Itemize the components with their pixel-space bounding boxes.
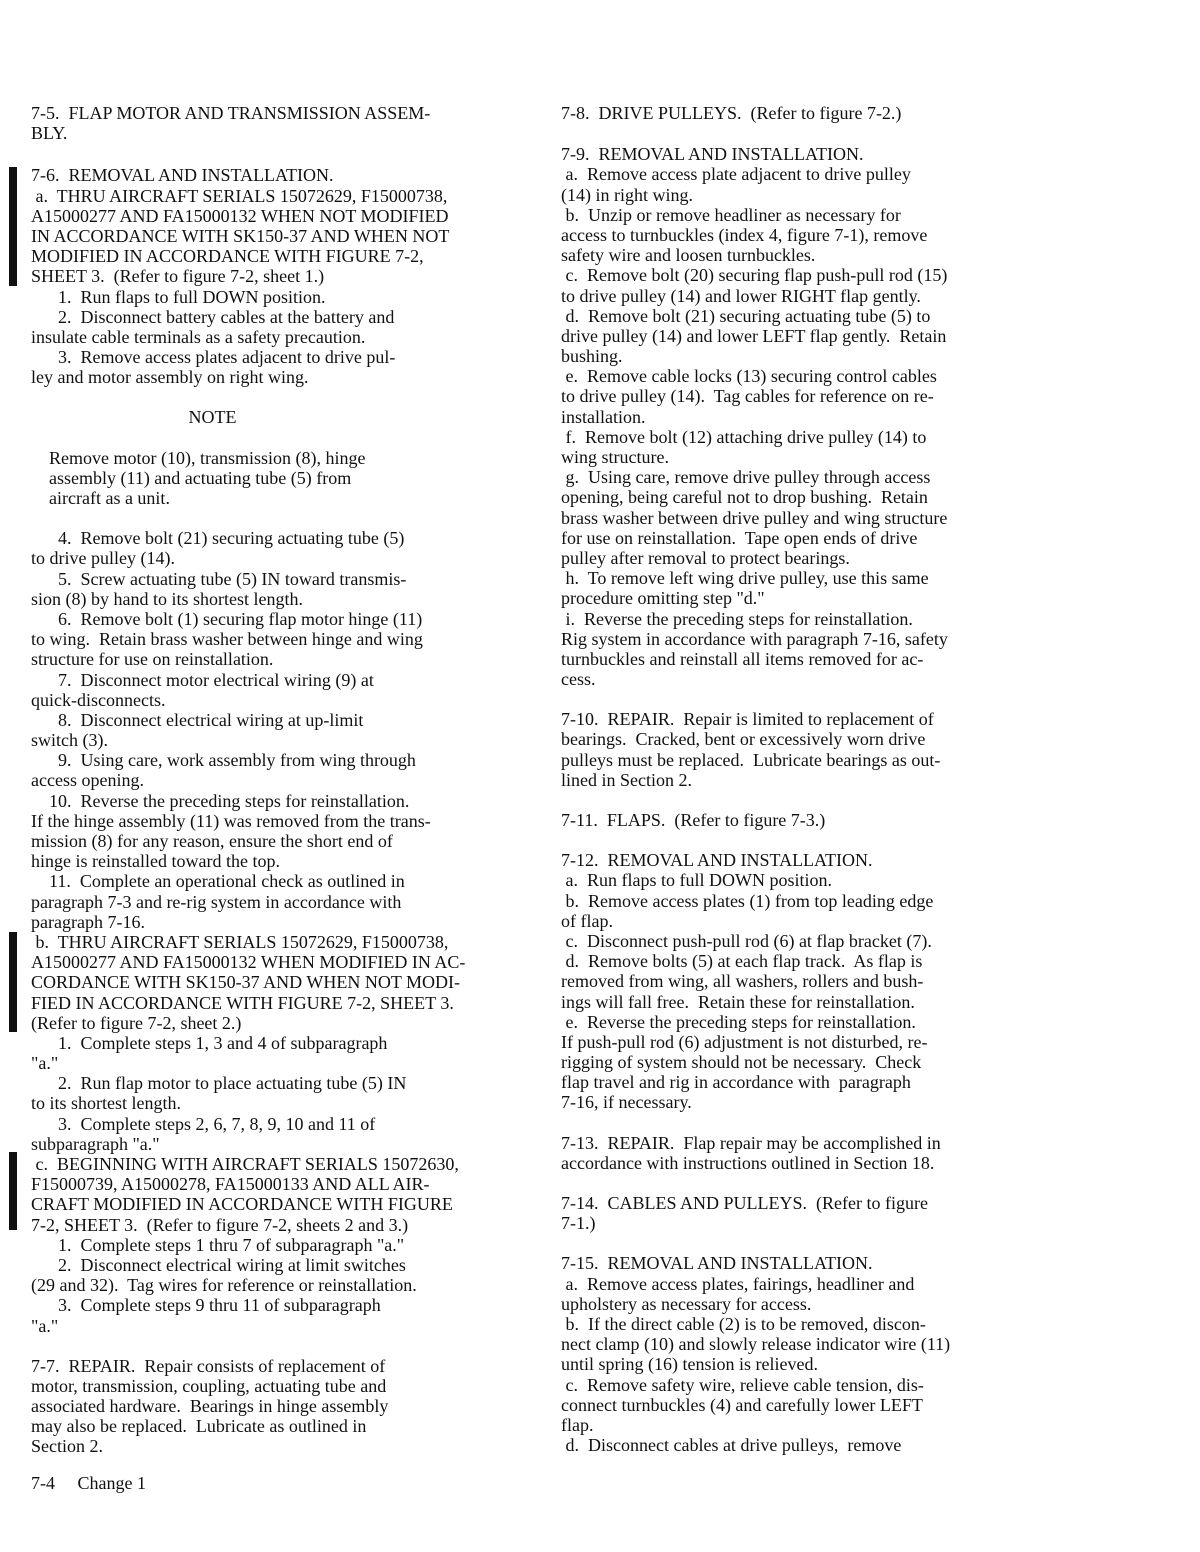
text-line: 7-8. DRIVE PULLEYS. (Refer to figure 7-2.) xyxy=(561,103,902,123)
text-line: c. Disconnect push-pull rod (6) at flap bracket (7). xyxy=(561,930,932,951)
text-block xyxy=(561,1133,1061,1173)
text-line: d. Remove bolts (5) at each flap track. As flap is xyxy=(561,951,923,972)
text-block xyxy=(31,448,531,509)
text-line: If push-pull rod (6) adjustment is not disturbed, re- xyxy=(561,1031,928,1052)
text-line: to drive pulley (14) and lower RIGHT flap gently. xyxy=(561,285,921,306)
text-line: A15000277 AND FA15000132 WHEN NOT MODIFIED xyxy=(31,205,449,226)
text-line: bearings. Cracked, bent or excessively worn drive xyxy=(561,729,926,750)
paragraph-gap xyxy=(561,689,1061,709)
text-line: a. Remove access plates, fairings, headliner and xyxy=(561,1273,915,1294)
text-line: BLY. xyxy=(31,123,68,144)
text-line: 8. Disconnect electrical wiring at up-limit xyxy=(31,709,364,730)
text-line: pulley after removal to protect bearings. xyxy=(561,547,850,568)
text-line: 9. Using care, work assembly from wing through xyxy=(31,750,416,771)
text-line: wing structure. xyxy=(561,447,669,467)
text-line: aircraft as a unit. xyxy=(31,488,170,508)
text-line: 6. Remove bolt (1) securing flap motor hinge (11) xyxy=(31,608,423,629)
text-line: to wing. Retain brass washer between hinge and wing xyxy=(31,629,423,650)
paragraph-gap xyxy=(561,123,1061,144)
text-line: associated hardware. Bearings in hinge assembly xyxy=(31,1396,389,1417)
text-line: i. Reverse the preceding steps for reinstallation. xyxy=(561,608,913,629)
text-line: A15000277 AND FA15000132 WHEN MODIFIED IN AC- xyxy=(31,952,466,973)
text-block xyxy=(31,528,531,1336)
text-line: 7-15. REMOVAL AND INSTALLATION. xyxy=(561,1253,873,1274)
text-line: bushing. xyxy=(561,346,623,367)
text-line: F15000739, A15000278, FA15000133 AND ALL AIR- xyxy=(31,1174,430,1195)
text-line: mission (8) for any reason, ensure the short end of xyxy=(31,831,393,851)
text-block xyxy=(31,165,531,387)
text-line: lined in Section 2. xyxy=(561,769,692,790)
text-block xyxy=(31,1356,531,1457)
page-footer xyxy=(31,1473,146,1493)
text-line: cess. xyxy=(561,669,596,690)
text-line: 7-12. REMOVAL AND INSTALLATION. xyxy=(561,850,873,871)
text-line: 7-11. FLAPS. (Refer to figure 7-3.) xyxy=(561,810,826,830)
paragraph-gap xyxy=(31,1336,531,1356)
change-bar xyxy=(9,1152,17,1230)
paragraph-gap xyxy=(561,1173,1061,1193)
text-line: 7-1.) xyxy=(561,1213,596,1234)
text-line: paragraph 7-3 and re-rig system in accordance with xyxy=(31,891,402,912)
text-line: b. THRU AIRCRAFT SERIALS 15072629, F15000738, xyxy=(31,931,449,952)
text-line: c. Remove bolt (20) securing flap push-pull rod (15) xyxy=(561,265,948,286)
text-line: CORDANCE WITH SK150-37 AND WHEN NOT MODI- xyxy=(31,972,460,993)
text-line: flap travel and rig in accordance with paragraph xyxy=(561,1072,911,1093)
text-line: CRAFT MODIFIED IN ACCORDANCE WITH FIGURE xyxy=(31,1194,453,1215)
text-line: d. Disconnect cables at drive pulleys, remove xyxy=(561,1435,902,1456)
text-line: brass washer between drive pulley and wing structure xyxy=(561,507,948,528)
right-column xyxy=(561,103,1061,1455)
text-line: a. THRU AIRCRAFT SERIALS 15072629, F15000738, xyxy=(31,185,448,206)
text-line: to its shortest length. xyxy=(31,1093,181,1114)
text-block xyxy=(31,407,531,427)
text-line: IN ACCORDANCE WITH SK150-37 AND WHEN NOT xyxy=(31,225,450,246)
paragraph-gap xyxy=(561,1113,1061,1133)
text-line: 1. Complete steps 1 thru 7 of subparagraph "a." xyxy=(31,1234,405,1255)
text-line: ley and motor assembly on right wing. xyxy=(31,367,309,388)
text-line: 5. Screw actuating tube (5) IN toward transmis- xyxy=(31,568,407,589)
text-line: assembly (11) and actuating tube (5) from xyxy=(31,467,352,488)
text-line: 10. Reverse the preceding steps for reinstallation. xyxy=(31,790,410,811)
change-bar xyxy=(9,167,17,286)
text-line: structure for use on reinstallation. xyxy=(31,649,274,670)
text-block xyxy=(561,810,1061,830)
text-line: a. Remove access plate adjacent to drive pulley xyxy=(561,164,911,185)
text-line: removed from wing, all washers, rollers and bush- xyxy=(561,971,924,992)
text-line: access opening. xyxy=(31,770,144,791)
text-line: (Refer to figure 7-2, sheet 2.) xyxy=(31,1012,242,1033)
text-line: e. Reverse the preceding steps for reinstallation. xyxy=(561,1011,916,1032)
text-line: insulate cable terminals as a safety precaution. xyxy=(31,326,366,347)
text-line: drive pulley (14) and lower LEFT flap gently. Retain xyxy=(561,325,947,346)
text-line: turnbuckles and reinstall all items removed for ac- xyxy=(561,648,924,669)
text-block xyxy=(561,709,1061,790)
text-line: switch (3). xyxy=(31,730,108,751)
text-line: 7-14. CABLES AND PULLEYS. (Refer to figure xyxy=(561,1193,928,1213)
text-line: b. If the direct cable (2) is to be removed, discon- xyxy=(561,1313,926,1334)
text-line: of flap. xyxy=(561,910,613,931)
text-line: sion (8) by hand to its shortest length. xyxy=(31,588,303,609)
text-line: "a." xyxy=(31,1315,59,1336)
paragraph-gap xyxy=(561,790,1061,810)
text-block xyxy=(561,850,1061,1112)
text-line: motor, transmission, coupling, actuating tube and xyxy=(31,1375,387,1396)
text-line: 1. Complete steps 1, 3 and 4 of subparagraph xyxy=(31,1032,388,1053)
text-line: 7-2, SHEET 3. (Refer to figure 7-2, sheets 2 and 3.) xyxy=(31,1214,409,1235)
text-line: installation. xyxy=(561,406,646,427)
text-line: connect turnbuckles (4) and carefully lower LEFT xyxy=(561,1394,923,1415)
text-line: safety wire and loosen turnbuckles. xyxy=(561,245,816,266)
text-line: 2. Disconnect electrical wiring at limit switches xyxy=(31,1254,406,1275)
text-line: g. Using care, remove drive pulley through access xyxy=(561,467,931,488)
text-line: 7-13. REPAIR. Flap repair may be accomplished in xyxy=(561,1132,941,1153)
text-line: until spring (16) tension is relieved. xyxy=(561,1354,818,1375)
text-line: Remove motor (10), transmission (8), hinge xyxy=(31,447,366,468)
text-line: MODIFIED IN ACCORDANCE WITH FIGURE 7-2, xyxy=(31,246,424,267)
text-block xyxy=(561,103,1061,123)
paragraph-gap xyxy=(31,428,531,448)
paragraph-gap xyxy=(31,387,531,407)
text-line: (14) in right wing. xyxy=(561,184,693,205)
left-column xyxy=(31,103,531,1457)
text-line: 7-6. REMOVAL AND INSTALLATION. xyxy=(31,165,334,186)
text-line: procedure omitting step "d." xyxy=(561,588,765,609)
text-line: accordance with instructions outlined in Section 18. xyxy=(561,1152,935,1173)
paragraph-gap xyxy=(561,1233,1061,1253)
change-bar xyxy=(9,932,17,1032)
paragraph-gap xyxy=(31,508,531,528)
text-line: 3. Complete steps 2, 6, 7, 8, 9, 10 and 11 of xyxy=(31,1113,376,1134)
text-block xyxy=(561,1253,1061,1455)
text-line: 7-5. FLAP MOTOR AND TRANSMISSION ASSEM- xyxy=(31,103,431,123)
text-line: 1. Run flaps to full DOWN position. xyxy=(31,286,326,307)
text-line: 3. Remove access plates adjacent to drive pul- xyxy=(31,347,396,368)
text-line: d. Remove bolt (21) securing actuating tube (5) to xyxy=(561,305,931,326)
text-line: rigging of system should not be necessary. Check xyxy=(561,1052,922,1073)
text-block xyxy=(561,1193,1061,1233)
text-line: to drive pulley (14). Tag cables for reference on re- xyxy=(561,386,934,407)
text-line: Rig system in accordance with paragraph 7-16, safety xyxy=(561,628,948,649)
text-line: paragraph 7-16. xyxy=(31,911,145,932)
paragraph-gap xyxy=(31,143,531,165)
text-line: upholstery as necessary for access. xyxy=(561,1293,812,1314)
text-line: a. Run flaps to full DOWN position. xyxy=(561,870,832,891)
text-line: 11. Complete an operational check as outlined in xyxy=(31,871,405,892)
page-number: 7-4 xyxy=(31,1473,55,1493)
text-line: e. Remove cable locks (13) securing control cables xyxy=(561,366,937,387)
change-label: Change 1 xyxy=(77,1473,146,1493)
text-line: quick-disconnects. xyxy=(31,689,166,710)
text-line: may also be replaced. Lubricate as outlined in xyxy=(31,1416,367,1437)
text-block xyxy=(561,144,1061,689)
text-line: subparagraph "a." xyxy=(31,1133,160,1154)
text-line: c. Remove safety wire, relieve cable tension, dis- xyxy=(561,1374,924,1395)
text-line: ings will fall free. Retain these for reinstallation. xyxy=(561,991,915,1012)
text-line: If the hinge assembly (11) was removed from the trans- xyxy=(31,810,431,831)
text-line: h. To remove left wing drive pulley, use this same xyxy=(561,568,929,589)
paragraph-gap xyxy=(561,830,1061,850)
text-line: 2. Run flap motor to place actuating tube (5) IN xyxy=(31,1073,407,1094)
text-line: hinge is reinstalled toward the top. xyxy=(31,851,280,872)
text-line: c. BEGINNING WITH AIRCRAFT SERIALS 15072630, xyxy=(31,1154,459,1174)
text-line: 7-7. REPAIR. Repair consists of replacement of xyxy=(31,1355,386,1376)
text-line: pulleys must be replaced. Lubricate bearings as out- xyxy=(561,749,941,770)
text-block xyxy=(31,103,531,143)
text-line: to drive pulley (14). xyxy=(31,548,175,569)
text-line: (29 and 32). Tag wires for reference or reinstallation. xyxy=(31,1275,417,1296)
text-line: nect clamp (10) and slowly release indicator wire (11) xyxy=(561,1334,951,1355)
text-line: "a." xyxy=(31,1053,59,1074)
text-line: opening, being careful not to drop bushing. Retain xyxy=(561,487,928,508)
text-line: b. Remove access plates (1) from top leading edge xyxy=(561,890,934,911)
text-line: SHEET 3. (Refer to figure 7-2, sheet 1.) xyxy=(31,266,325,287)
text-line: FIED IN ACCORDANCE WITH FIGURE 7-2, SHEET 3. xyxy=(31,992,454,1013)
text-line: Section 2. xyxy=(31,1436,103,1457)
text-line: b. Unzip or remove headliner as necessary for xyxy=(561,204,901,225)
text-line: 7-9. REMOVAL AND INSTALLATION. xyxy=(561,144,864,165)
text-line: for use on reinstallation. Tape open ends of drive xyxy=(561,527,918,548)
text-line: 4. Remove bolt (21) securing actuating tube (5) xyxy=(31,528,405,549)
text-line: 7-16, if necessary. xyxy=(561,1092,692,1113)
text-line: 7. Disconnect motor electrical wiring (9) at xyxy=(31,669,374,690)
text-line: f. Remove bolt (12) attaching drive pulley (14) to xyxy=(561,426,927,447)
text-line: access to turnbuckles (index 4, figure 7-1), remove xyxy=(561,224,928,245)
text-line: flap. xyxy=(561,1414,594,1435)
text-line: 3. Complete steps 9 thru 11 of subparagraph xyxy=(31,1295,381,1316)
text-line: 2. Disconnect battery cables at the battery and xyxy=(31,306,395,327)
text-line: 7-10. REPAIR. Repair is limited to replacement of xyxy=(561,709,934,730)
text-line: NOTE xyxy=(31,407,237,428)
